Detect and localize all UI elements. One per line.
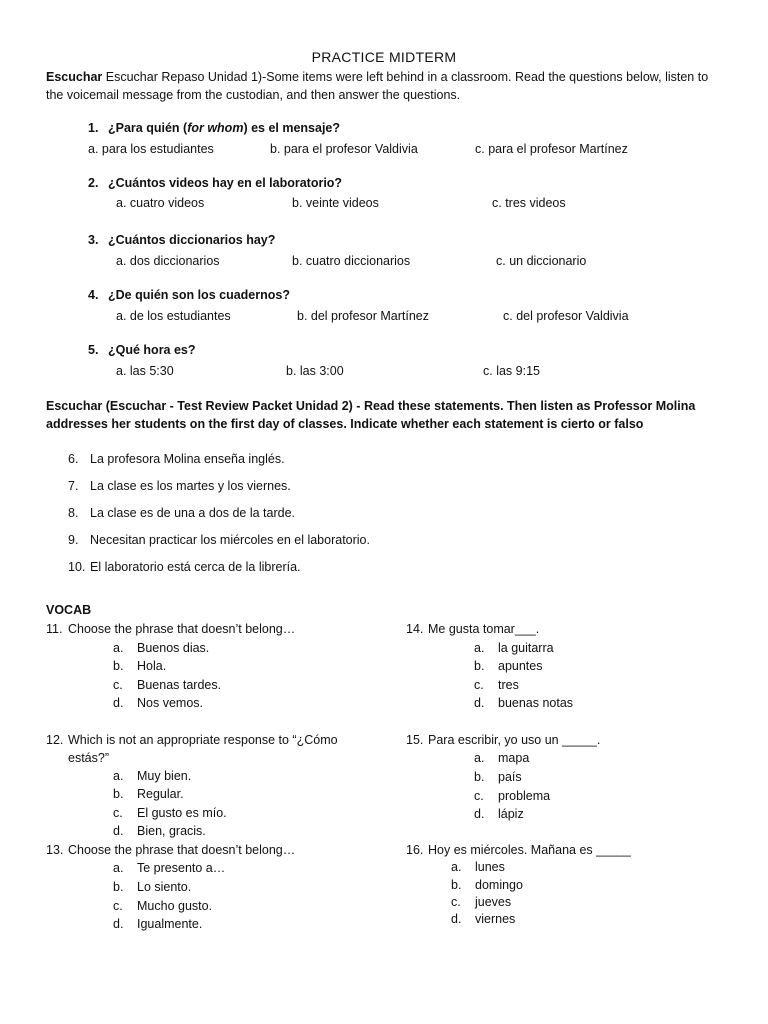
option-text: mapa <box>498 751 530 765</box>
question-5 <box>88 343 196 357</box>
option-letter: d. <box>113 917 124 931</box>
option-letter: c. <box>451 895 461 909</box>
list-item <box>113 696 203 710</box>
section1-intro <box>46 68 726 104</box>
vocab-heading: VOCAB <box>46 603 92 617</box>
option-text: Nos vemos. <box>137 696 203 710</box>
option-letter: a. <box>474 751 485 765</box>
question-text: Para escribir, yo uso un _____. <box>428 733 601 747</box>
section1-intro-label: Escuchar <box>46 70 103 84</box>
section1-intro-text: Escuchar Repaso Unidad 1)-Some items were left behind in a classroom. Read the questions below, listen to the voicemail message from the custodian, and then answer the questions. <box>46 70 709 102</box>
question-text: ) es el mensaje? <box>243 121 341 135</box>
option-text: Te presento a… <box>137 861 226 875</box>
option-c: c. un diccionario <box>496 254 587 268</box>
option-b: b. cuatro diccionarios <box>292 254 411 268</box>
option-letter: d. <box>451 912 462 926</box>
question-number: 16. <box>406 843 424 857</box>
question-text: ¿Cuántos diccionarios hay? <box>108 233 276 247</box>
option-letter: a. <box>113 641 124 655</box>
option-letter: c. <box>113 806 123 820</box>
question-text: ¿De quién son los cuadernos? <box>108 288 290 302</box>
list-item <box>113 899 212 913</box>
list-item <box>474 807 524 821</box>
vocab-question-11 <box>46 622 295 636</box>
question-1 <box>88 121 340 135</box>
vocab-question-12 <box>46 733 338 747</box>
question-4 <box>88 288 290 302</box>
vocab-question-16 <box>406 843 631 857</box>
question-number: 12. <box>46 733 64 747</box>
question-number: 15. <box>406 733 424 747</box>
list-item <box>113 806 227 820</box>
statement-7 <box>68 479 291 493</box>
option-text: problema <box>498 789 551 803</box>
option-text: Muy bien. <box>137 769 192 783</box>
list-item <box>113 861 225 875</box>
statement-number: 8. <box>68 506 79 520</box>
option-letter: b. <box>113 787 124 801</box>
question-number: 5. <box>88 343 99 357</box>
list-item <box>451 860 505 874</box>
statement-text: El laboratorio está cerca de la librería. <box>90 560 301 574</box>
option-a: a. de los estudiantes <box>116 309 231 323</box>
option-text: tres <box>498 678 519 692</box>
option-c: c. del profesor Valdivia <box>503 309 629 323</box>
option-c: c. tres videos <box>492 196 566 210</box>
option-text: Bien, gracis. <box>137 824 206 838</box>
option-letter: d. <box>113 696 124 710</box>
option-letter: b. <box>113 880 124 894</box>
list-item <box>474 659 542 673</box>
section2-intro-label: Escuchar <box>46 399 103 413</box>
section2-intro-text: (Escuchar - Test Review Packet Unidad 2) - Read these statements. Then listen as Professor Molina addresses her students on the first day of classes. Indicate whether each statement is cierto or falso <box>46 399 696 431</box>
option-text: jueves <box>475 895 512 909</box>
option-letter: b. <box>113 659 124 673</box>
question-number: 13. <box>46 843 64 857</box>
page-title: PRACTICE MIDTERM <box>311 49 457 65</box>
option-letter: a. <box>474 641 485 655</box>
option-text: apuntes <box>498 659 543 673</box>
list-item <box>113 824 206 838</box>
question-text-emphasis: for whom <box>187 121 244 135</box>
list-item <box>113 787 184 801</box>
option-letter: a. <box>451 860 462 874</box>
list-item <box>113 917 202 931</box>
vocab-question-14 <box>406 622 539 636</box>
question-text: ¿Para quién ( <box>108 121 188 135</box>
statement-8 <box>68 506 295 520</box>
option-letter: b. <box>451 878 462 892</box>
question-text: ¿Cuántos videos hay en el laboratorio? <box>108 176 343 190</box>
statement-10 <box>68 560 301 574</box>
vocab-question-13 <box>46 843 295 857</box>
statement-text: La profesora Molina enseña inglés. <box>90 452 285 466</box>
statement-text: La clase es de una a dos de la tarde. <box>90 506 296 520</box>
statement-text: La clase es los martes y los viernes. <box>90 479 291 493</box>
list-item <box>451 912 515 926</box>
option-b: b. veinte videos <box>292 196 379 210</box>
option-text: Mucho gusto. <box>137 899 213 913</box>
list-item <box>113 641 209 655</box>
question-text: Me gusta tomar___. <box>428 622 540 636</box>
question-number: 4. <box>88 288 99 302</box>
question-number: 14. <box>406 622 424 636</box>
list-item <box>474 789 550 803</box>
option-b: b. las 3:00 <box>286 364 344 378</box>
question-number: 2. <box>88 176 99 190</box>
option-letter: a. <box>113 769 124 783</box>
list-item <box>474 678 519 692</box>
list-item <box>113 769 191 783</box>
question-2 <box>88 176 342 190</box>
option-letter: d. <box>113 824 124 838</box>
option-letter: c. <box>113 899 123 913</box>
option-text: Igualmente. <box>137 917 203 931</box>
list-item <box>474 696 573 710</box>
statement-text: Necesitan practicar los miércoles en el laboratorio. <box>90 533 370 547</box>
option-letter: b. <box>474 770 485 784</box>
question-number: 11. <box>46 622 63 636</box>
option-text: país <box>498 770 522 784</box>
statement-6 <box>68 452 285 466</box>
option-text: la guitarra <box>498 641 554 655</box>
list-item <box>474 751 529 765</box>
statement-number: 9. <box>68 533 79 547</box>
option-c: c. las 9:15 <box>483 364 540 378</box>
option-text: Lo siento. <box>137 880 192 894</box>
option-a: a. para los estudiantes <box>88 142 214 156</box>
option-letter: c. <box>113 678 123 692</box>
question-text: Which is not an appropriate response to “¿Cómo <box>68 733 338 747</box>
option-letter: a. <box>113 861 124 875</box>
option-letter: d. <box>474 696 485 710</box>
list-item <box>474 641 554 655</box>
question-text: Choose the phrase that doesn’t belong… <box>68 843 296 857</box>
statement-number: 6. <box>68 452 79 466</box>
option-text: lunes <box>475 860 505 874</box>
list-item <box>113 659 166 673</box>
question-text: Choose the phrase that doesn’t belong… <box>68 622 296 636</box>
statement-9 <box>68 533 370 547</box>
option-b: b. del profesor Martínez <box>297 309 430 323</box>
question-text: ¿Qué hora es? <box>108 343 196 357</box>
list-item <box>451 878 523 892</box>
option-text: Buenos dias. <box>137 641 210 655</box>
list-item <box>113 678 221 692</box>
question-text: Hoy es miércoles. Mañana es _____ <box>428 843 631 857</box>
vocab-question-15 <box>406 733 600 747</box>
list-item <box>474 770 522 784</box>
option-text: Buenas tardes. <box>137 678 222 692</box>
option-letter: b. <box>474 659 485 673</box>
option-letter: c. <box>474 678 484 692</box>
option-c: c. para el profesor Martínez <box>475 142 628 156</box>
option-a: a. cuatro videos <box>116 196 205 210</box>
option-text: buenas notas <box>498 696 574 710</box>
statement-number: 10. <box>68 560 86 574</box>
option-text: viernes <box>475 912 516 926</box>
option-a: a. dos diccionarios <box>116 254 220 268</box>
option-letter: d. <box>474 807 485 821</box>
question-text-continued: estás?” <box>68 751 109 765</box>
list-item <box>451 895 511 909</box>
section2-intro <box>46 397 726 433</box>
option-text: Regular. <box>137 787 184 801</box>
question-3 <box>88 233 275 247</box>
statement-number: 7. <box>68 479 79 493</box>
option-text: lápiz <box>498 807 524 821</box>
option-a: a. las 5:30 <box>116 364 174 378</box>
option-b: b. para el profesor Valdivia <box>270 142 418 156</box>
question-number: 3. <box>88 233 99 247</box>
list-item <box>113 880 191 894</box>
option-text: Hola. <box>137 659 167 673</box>
question-number: 1. <box>88 121 99 135</box>
option-letter: c. <box>474 789 484 803</box>
option-text: El gusto es mío. <box>137 806 227 820</box>
option-text: domingo <box>475 878 523 892</box>
